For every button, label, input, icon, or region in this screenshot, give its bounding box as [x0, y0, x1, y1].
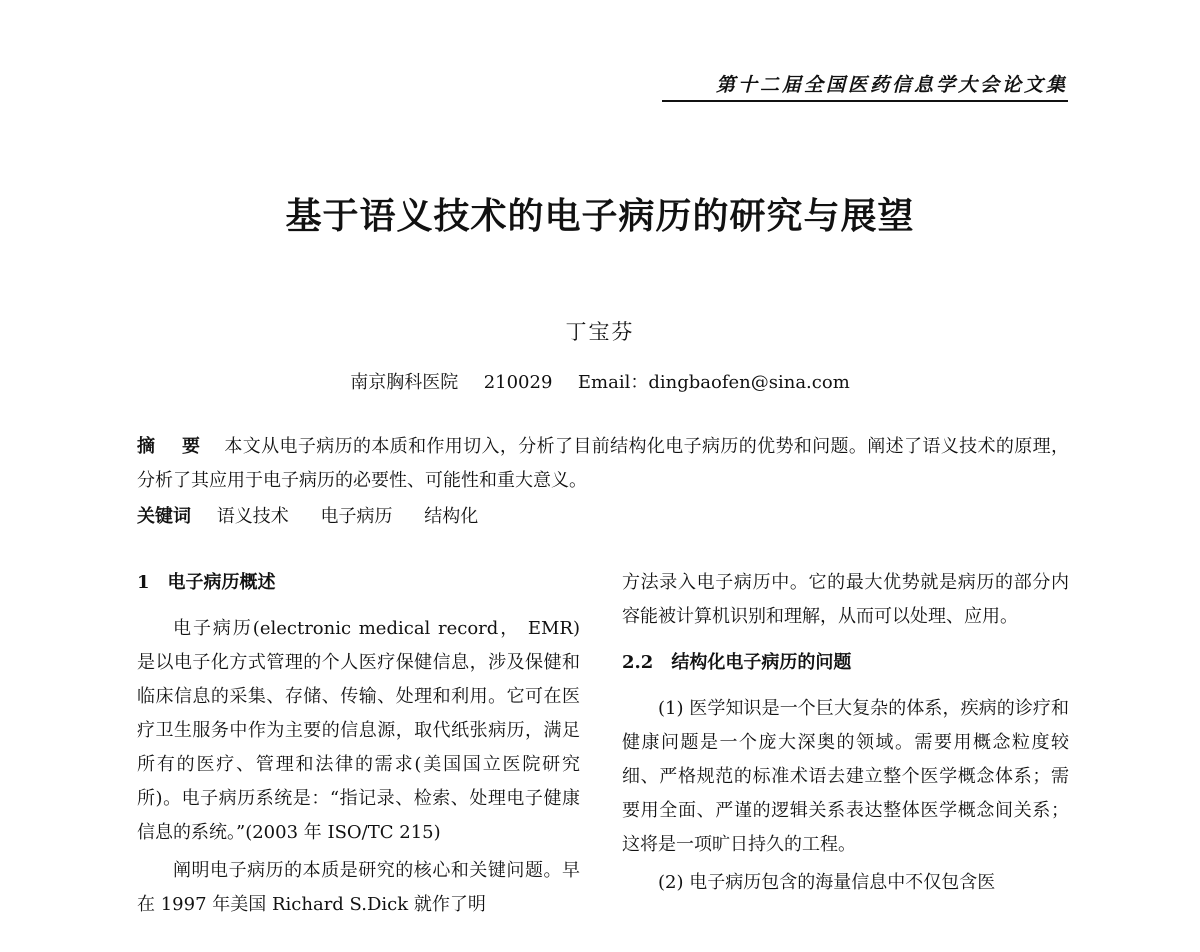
- keyword: 结构化: [424, 506, 479, 527]
- abstract-text: 本文从电子病历的本质和作用切入，分析了目前结构化电子病历的优势和问题。阐述了语义技术的原理，分析了其应用于电子病历的必要性、可能性和重大意义。: [137, 436, 1069, 491]
- running-header: 第十二届全国医药信息学大会论文集: [662, 70, 1068, 102]
- section-heading: [137, 566, 580, 600]
- body-paragraph: 方法录入电子病历中。它的最大优势就是病历的部分内容能被计算机识别和理解，从而可以处理、应用。: [622, 572, 1069, 627]
- body-paragraph: 电子病历(electronic medical record， EMR)是以电子化方式管理的个人医疗保健信息，涉及保健和临床信息的采集、存储、传输、处理和利用。它可在医疗卫生服务中作为主要的信息源，取代纸张病历，满足所有的医疗、管理和法律的需求(美国国立医院研究所)。电子病历系统是：“指记录、检索、处理电子健康信息的系统。”(2003 年 ISO/TC 215): [137, 618, 580, 843]
- postcode: 210029: [483, 372, 553, 393]
- keywords-label: 关键词: [137, 506, 191, 527]
- body-paragraph: (2) 电子病历包含的海量信息中不仅包含医: [658, 872, 996, 893]
- section-number: 1: [137, 572, 150, 593]
- keywords: [137, 500, 1069, 534]
- section-title: 结构化电子病历的问题: [671, 652, 852, 673]
- keyword: 语义技术: [216, 506, 289, 527]
- author-name: 丁宝芬: [565, 320, 635, 344]
- section-number: 2.2: [622, 652, 654, 673]
- email: Email：dingbaofen@sina.com: [577, 372, 850, 393]
- institution: 南京胸科医院: [350, 372, 459, 393]
- left-column: [137, 566, 580, 926]
- section-title: 电子病历概述: [167, 572, 276, 593]
- body-paragraph: 阐明电子病历的本质是研究的核心和关键问题。早在 1997 年美国 Richard S.Dick 就作了明: [137, 860, 580, 915]
- section-heading: [622, 646, 1069, 680]
- right-column: [622, 566, 1069, 904]
- author-affiliation: [0, 368, 1200, 394]
- paper-title: 基于语义技术的电子病历的研究与展望: [285, 195, 915, 237]
- abstract-label: 摘 要: [137, 436, 211, 457]
- keyword: 电子病历: [320, 506, 393, 527]
- body-paragraph: (1) 医学知识是一个巨大复杂的体系，疾病的诊疗和健康问题是一个庞大深奥的领域。需要用概念粒度较细、严格规范的标准术语去建立整个医学概念体系；需要用全面、严谨的逻辑关系表达整体医学概念间关系；这将是一项旷日持久的工程。: [622, 698, 1069, 855]
- abstract: [137, 430, 1069, 498]
